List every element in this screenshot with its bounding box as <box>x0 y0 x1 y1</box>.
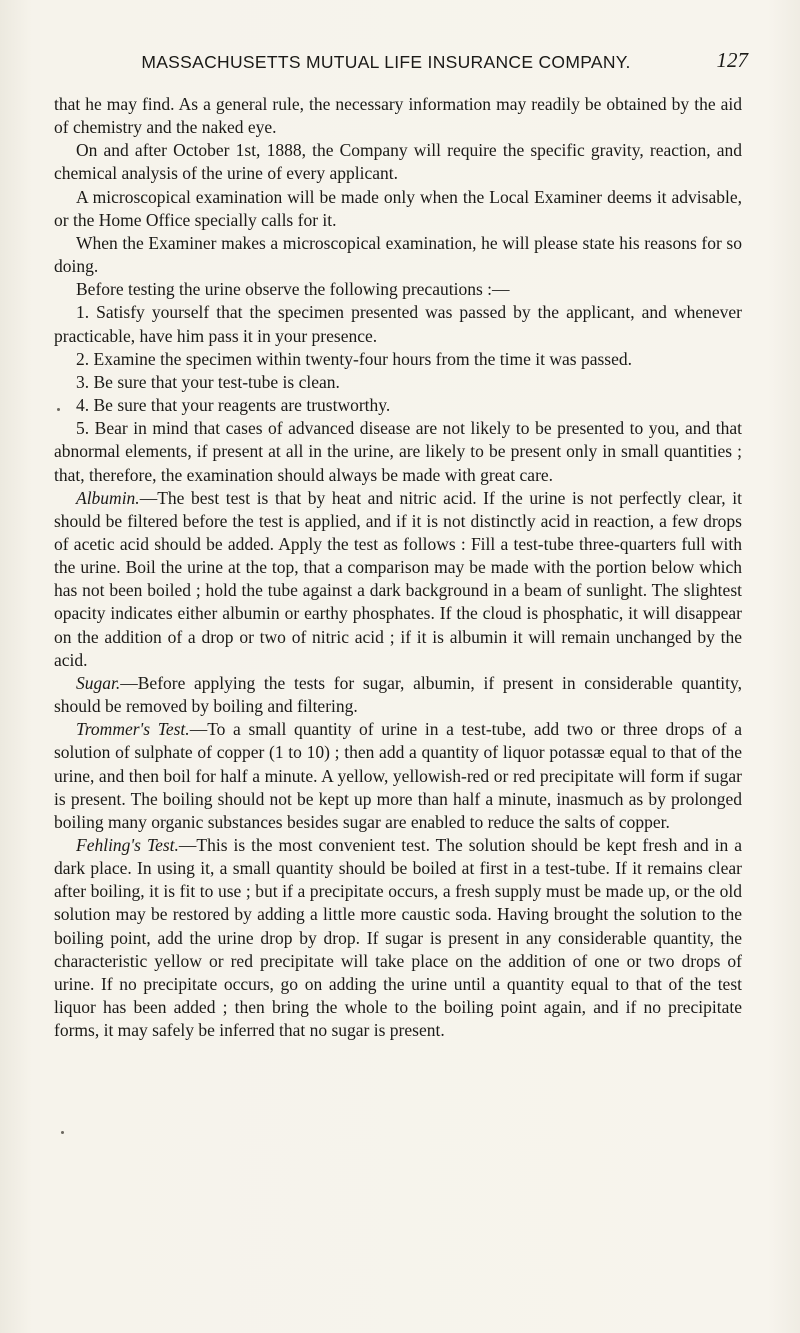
numbered-precaution: 1. Satisfy yourself that the specimen presented was passed by the applicant, and whenever practicable, have him pass it in your presence. <box>54 302 742 346</box>
numbered-precaution: 4. Be sure that your reagents are trustworthy. <box>76 395 391 416</box>
section-albumin: Albumin.—The best test is that by heat and nitric acid. If the urine is not perfectly clear, it should be filtered before the test is applied, and if it is not distinctly acid in reaction, a few drops of acetic acid should be added. Apply the test as follows : Fill a test-tube three-quarters full with the urine. Boil the urine at the top, that a comparison may be made with the portion below which has not been boiled ; hold the tube against a dark background in a beam of sunlight. The slightest opacity indicates either albumin or earthy phosphates. If the cloud is phosphatic, it will disappear on the addition of a drop or two of nitric acid ; if it is albumin it will remain unchanged by the acid. <box>54 487 742 670</box>
paragraph: When the Examiner makes a microscopical examination, he will please state his reasons for so doing. <box>54 232 742 277</box>
paragraph: A microscopical examination will be made only when the Local Examiner deems it advisable, or the Home Office specially calls for it. <box>54 186 742 230</box>
running-title: MASSACHUSETTS MUTUAL LIFE INSURANCE COMPANY. <box>141 52 631 72</box>
numbered-precaution: 5. Bear in mind that cases of advanced disease are not likely to be presented to you, and that abnormal elements, if present at all in the urine, are likely to be present only in small quantities ; that, therefore, the examination should always be made with great care. <box>54 418 742 485</box>
numbered-precaution: 2. Examine the specimen within twenty-four hours from the time it was passed. <box>76 348 632 369</box>
numbered-precaution: 3. Be sure that your test-tube is clean. <box>76 371 340 392</box>
paragraph: that he may find. As a general rule, the necessary information may readily be obtained by the aid of chemistry and the naked eye. <box>54 94 742 138</box>
print-speck <box>61 1131 64 1134</box>
section-heading: Albumin. <box>76 487 140 508</box>
paragraph: On and after October 1st, 1888, the Company will require the specific gravity, reaction, and chemical analysis of the urine of every applicant. <box>54 140 742 184</box>
section-heading: Trommer's Test. <box>76 719 190 740</box>
body-text <box>54 93 742 1042</box>
section-fehlings-test: Fehling's Test.—This is the most convenient test. The solution should be kept fresh and in a dark place. In using it, a small quantity should be boiled at first in a test-tube. If it remains clear after boiling, it is fit to use ; but if a precipitate occurs, a fresh supply must be made up, or the old solution may be restored by adding a little more caustic soda. Having brought the solution to the boiling point, add the urine drop by drop. If sugar is present in any considerable quantity, the characteristic yellow or red precipitate will take place on the addition of one or two drops of urine. If no precipitate occurs, go on adding the urine until a quantity equal to that of the test liquor has been added ; then bring the whole to the boiling point again, and if no precipitate forms, it may safely be inferred that no sugar is present. <box>54 835 742 1041</box>
paragraph: Before testing the urine observe the following precautions :— <box>76 279 510 300</box>
page-number: 127 <box>716 48 748 72</box>
section-heading: Sugar. <box>76 672 121 693</box>
section-trommers-test: Trommer's Test.—To a small quantity of urine in a test-tube, add two or three drops of a solution of sulphate of copper (1 to 10) ; then add a quantity of liquor potassæ equal to that of the urine, and then boil for half a minute. A yellow, yellowish-red or red precipitate will form if sugar is present. The boiling should not be kept up more than half a minute, inasmuch as by prolonged boiling many organic substances besides sugar are enabled to reduce the salts of copper. <box>54 719 743 832</box>
section-sugar: Sugar.—Before applying the tests for sugar, albumin, if present in considerable quantity, should be removed by boiling and filtering. <box>54 672 742 717</box>
section-heading: Fehling's Test. <box>76 835 179 855</box>
running-head <box>72 48 748 82</box>
